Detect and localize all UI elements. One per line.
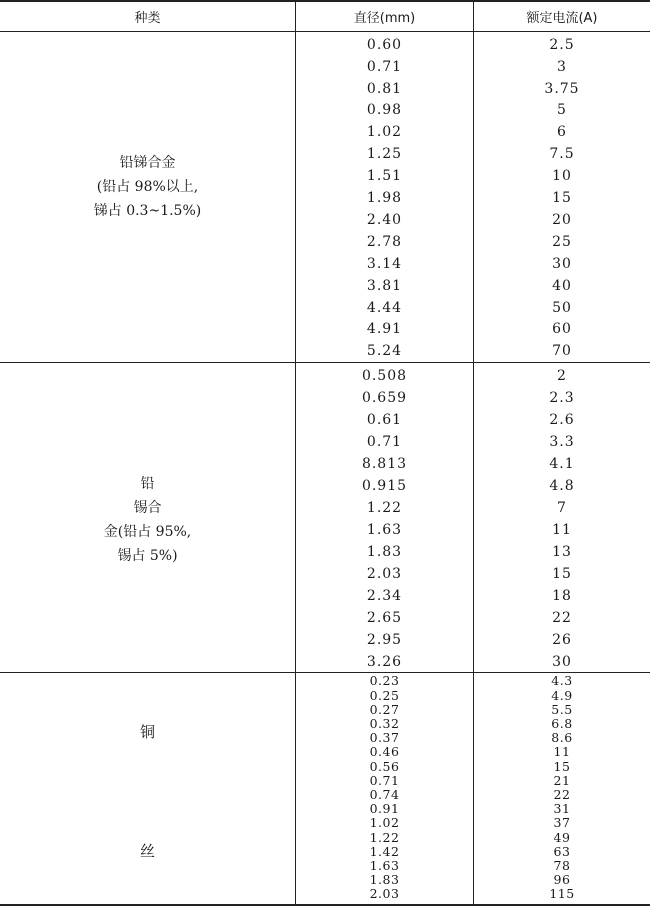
diameter-cell: 0.71: [369, 772, 400, 788]
current-cell: 5: [557, 102, 567, 119]
category-label-line: (铅占 98%以上,: [96, 179, 199, 195]
diameter-cell: 0.74: [369, 786, 400, 802]
table-bottom-rule: [0, 904, 650, 906]
current-cell: 8.6: [551, 730, 573, 746]
diameter-cell: 1.22: [369, 829, 400, 845]
diameter-cell: 0.60: [366, 36, 403, 53]
diameter-cell: 4.44: [366, 299, 403, 316]
category-label-line: 锡占 5%): [117, 548, 178, 564]
current-cell: 3.3: [549, 433, 575, 450]
current-cell: 4.1: [549, 455, 575, 472]
diameter-cell: 2.34: [366, 587, 403, 604]
category-label-line: 锡合: [133, 500, 162, 516]
header-rule: [0, 31, 650, 32]
current-cell: 20: [552, 211, 572, 228]
current-cell: 30: [552, 653, 572, 670]
diameter-cell: 1.83: [369, 872, 400, 888]
diameter-cell: 3.81: [366, 277, 403, 294]
current-cell: 40: [552, 277, 572, 294]
current-cell: 96: [553, 872, 571, 888]
current-cell: 13: [552, 543, 572, 560]
current-cell: 7.5: [549, 146, 575, 163]
diameter-cell: 0.25: [369, 687, 400, 703]
diameter-cell: 0.23: [369, 673, 400, 689]
current-cell: 15: [553, 758, 571, 774]
current-cell: 10: [552, 168, 572, 185]
current-cell: 2.5: [549, 36, 575, 53]
diameter-cell: 1.02: [366, 124, 403, 141]
diameter-cell: 0.56: [369, 758, 400, 774]
diameter-cell: 0.71: [366, 433, 403, 450]
diameter-cell: 0.659: [361, 389, 408, 406]
diameter-cell: 2.95: [366, 631, 403, 648]
current-cell: 2: [557, 367, 567, 384]
current-cell: 6.8: [551, 715, 573, 731]
header-diameter: 直径(mm): [353, 10, 416, 26]
category-label-copper-top: 铜: [139, 723, 155, 741]
diameter-cell: 0.46: [369, 744, 400, 760]
current-cell: 6: [557, 124, 567, 141]
header-type: 种类: [134, 10, 161, 26]
current-cell: 2.3: [549, 389, 575, 406]
current-cell: 3: [557, 58, 567, 75]
diameter-cell: 2.03: [369, 886, 400, 902]
category-label-lead-antimony: [0, 151, 295, 223]
current-cell: 21: [553, 772, 571, 788]
diameter-cell: 8.813: [361, 455, 408, 472]
current-cell: 49: [553, 829, 571, 845]
current-cell: 50: [552, 299, 572, 316]
current-cell: 31: [553, 801, 571, 817]
diameter-cell: 0.508: [361, 367, 408, 384]
current-cell: 11: [552, 521, 572, 538]
current-cell: 22: [553, 786, 571, 802]
current-cell: 15: [552, 190, 572, 207]
current-cell: 63: [553, 843, 571, 859]
category-label-lead-tin: [0, 472, 295, 568]
current-cell: 37: [553, 815, 571, 831]
current-cell: 78: [553, 857, 571, 873]
header-current: 额定电流(A): [526, 10, 598, 26]
diameter-cell: 1.98: [366, 190, 403, 207]
category-label-copper-bottom: 丝: [139, 842, 155, 860]
current-cell: 26: [552, 631, 572, 648]
diameter-cell: 1.42: [369, 843, 400, 859]
diameter-cell: 0.915: [361, 477, 408, 494]
diameter-cell: 1.83: [366, 543, 403, 560]
current-cell: 70: [552, 343, 572, 360]
category-label-line: 铅锑合金: [119, 155, 176, 171]
current-cell: 3.75: [544, 80, 580, 97]
current-cell: 30: [552, 255, 572, 272]
table-top-rule: [0, 0, 650, 2]
diameter-cell: 4.91: [366, 321, 403, 338]
diameter-cell: 1.22: [366, 499, 403, 516]
diameter-cell: 2.40: [366, 211, 403, 228]
current-cell: 5.5: [551, 701, 573, 717]
diameter-cell: 2.65: [366, 609, 403, 626]
current-cell: 18: [552, 587, 572, 604]
diameter-cell: 2.03: [366, 565, 403, 582]
current-cell: 25: [552, 233, 572, 250]
diameter-cell: 1.02: [369, 815, 400, 831]
diameter-cell: 1.63: [369, 857, 400, 873]
category-label-line: 铅: [140, 476, 155, 492]
current-cell: 7: [557, 499, 567, 516]
diameter-cell: 0.81: [366, 80, 403, 97]
current-cell: 15: [552, 565, 572, 582]
diameter-cell: 0.37: [369, 730, 400, 746]
category-label-line: 金(铅占 95%,: [103, 524, 192, 540]
diameter-cell: 3.26: [366, 653, 403, 670]
diameter-cell: 2.78: [366, 233, 403, 250]
diameter-cell: 0.98: [366, 102, 403, 119]
category-label-line: 锑占 0.3~1.5%): [93, 203, 202, 219]
diameter-cell: 0.71: [366, 58, 403, 75]
current-cell: 2.6: [549, 411, 575, 428]
diameter-cell: 1.25: [366, 146, 403, 163]
current-cell: 4.3: [551, 673, 573, 689]
diameter-cell: 0.91: [369, 801, 400, 817]
diameter-cell: 0.61: [366, 411, 403, 428]
diameter-cell: 1.51: [366, 168, 403, 185]
diameter-cell: 0.32: [369, 715, 400, 731]
current-cell: 115: [549, 886, 575, 902]
diameter-cell: 5.24: [366, 343, 403, 360]
diameter-cell: 3.14: [366, 255, 403, 272]
diameter-cell: 1.63: [366, 521, 403, 538]
current-cell: 4.8: [549, 477, 575, 494]
current-cell: 22: [552, 609, 572, 626]
current-cell: 11: [553, 744, 571, 760]
current-cell: 60: [552, 321, 572, 338]
current-cell: 4.9: [551, 687, 573, 703]
diameter-cell: 0.27: [369, 701, 400, 717]
